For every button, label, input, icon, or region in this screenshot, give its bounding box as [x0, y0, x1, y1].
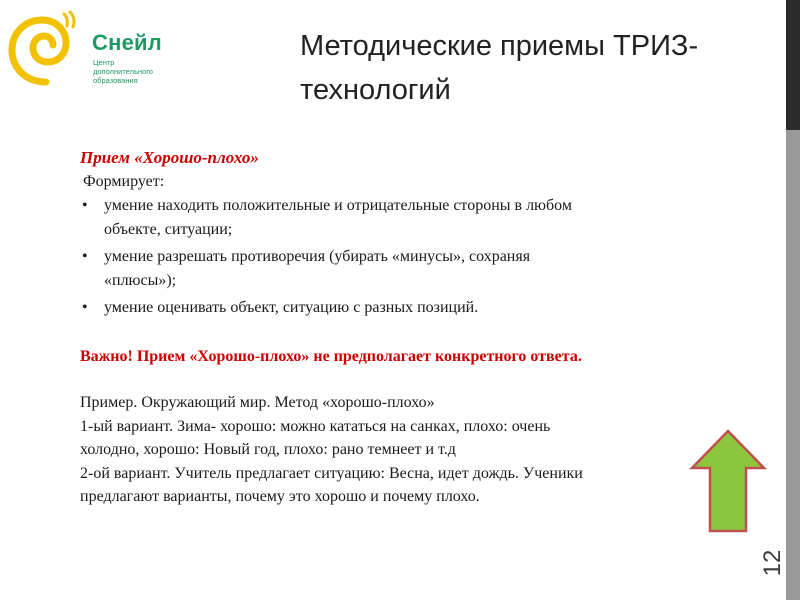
example-line: 1-ый вариант. Зима- хорошо: можно кататься на санках, плохо: очень	[80, 417, 551, 435]
example-line: 2-ой вариант. Учитель предлагает ситуацию: Весна, идет дождь. Ученики	[80, 464, 583, 482]
logo	[8, 8, 178, 88]
list-item-line: умение находить положительные и отрицательные стороны в любом	[104, 197, 572, 214]
example-line: холодно, хорошо: Новый год, плохо: рано темнеет и т.д	[80, 441, 456, 458]
logo-subtitle-line: Центр	[93, 58, 115, 67]
list-item-line: умение оценивать объект, ситуацию с разных позиций.	[104, 299, 479, 316]
skills-list	[80, 194, 730, 320]
list-item	[80, 245, 730, 293]
title-line: Методические приемы ТРИЗ-	[300, 30, 699, 62]
list-item-line: «плюсы»);	[104, 272, 177, 289]
example-line: Пример. Окружающий мир. Метод «хорошо-плохо»	[80, 394, 435, 411]
example-line: предлагают варианты, почему это хорошо и почему плохо.	[80, 488, 480, 505]
list-item-line: объекте, ситуации;	[104, 221, 233, 238]
side-bar-light	[786, 130, 800, 600]
bullet-icon: •	[82, 299, 88, 316]
list-item	[80, 296, 730, 320]
side-bar-dark	[786, 0, 800, 130]
logo-subtitle-line: образования	[93, 76, 138, 85]
bullet-icon: •	[82, 197, 88, 214]
example-paragraph	[80, 391, 730, 509]
logo-name: Снейл	[92, 30, 162, 55]
logo-subtitle-line: дополнительного	[93, 67, 153, 76]
bullet-icon: •	[82, 248, 88, 265]
snail-spiral-icon	[8, 8, 86, 88]
list-item-line: умение разрешать противоречия (убирать «минусы», сохраняя	[104, 248, 531, 265]
title-line: технологий	[300, 74, 451, 106]
forms-label: Формирует:	[83, 173, 165, 190]
slide-number: 12	[759, 549, 786, 577]
page-title	[300, 24, 770, 112]
important-note: Важно! Прием «Хорошо-плохо» не предполагает конкретного ответа.	[80, 348, 582, 365]
method-subtitle: Прием «Хорошо-плохо»	[80, 148, 259, 167]
up-arrow-icon	[688, 428, 768, 534]
slide-content	[80, 146, 730, 509]
logo-subtitle	[93, 58, 183, 85]
list-item	[80, 194, 730, 242]
